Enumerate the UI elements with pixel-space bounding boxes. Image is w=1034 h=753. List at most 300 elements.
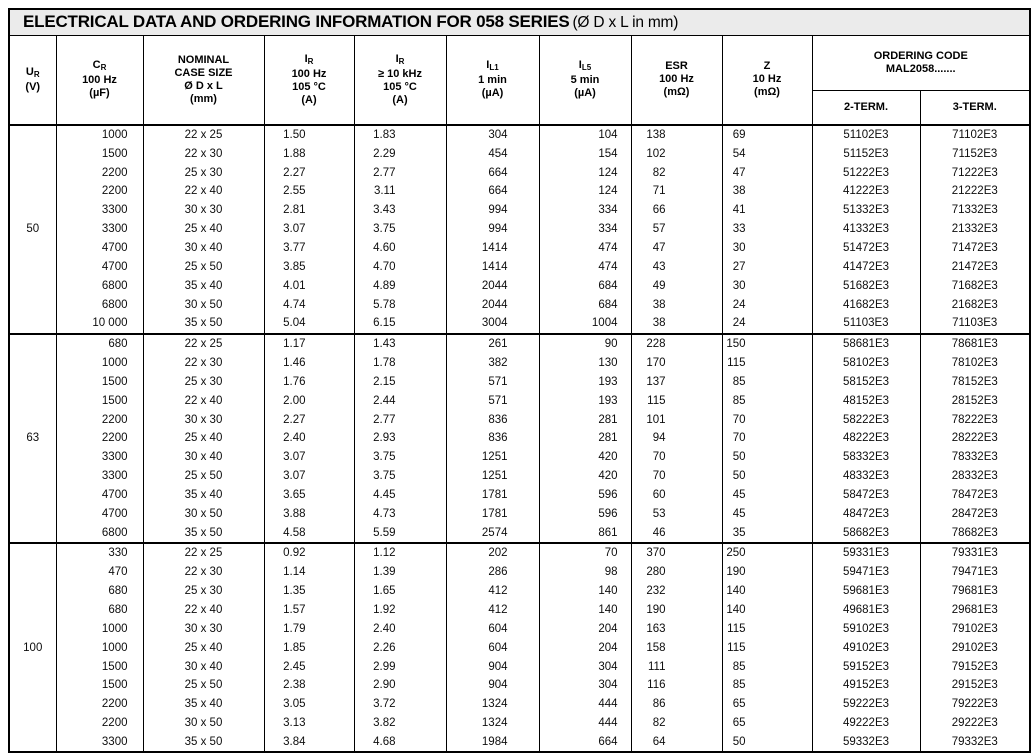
ordering-code-2term: 49102E3 [812, 638, 920, 657]
case-size: 35 x 50 [143, 733, 264, 753]
ordering-code-2term: 49152E3 [812, 676, 920, 695]
il5-value: 861 [539, 523, 631, 543]
ir-10khz-value: 4.45 [354, 486, 446, 505]
il1-value: 304 [446, 125, 539, 145]
z-value: 38 [722, 182, 812, 201]
ur-voltage-value: 63 [9, 334, 56, 543]
header-ir-100hz: $I_R$ 100 Hz 105 °C (A) [264, 36, 354, 125]
table-row [9, 391, 1030, 410]
ir-100hz-value: 4.01 [264, 276, 354, 295]
ir-100hz-value: 1.50 [264, 125, 354, 145]
case-size: 35 x 50 [143, 314, 264, 334]
il5-value: 304 [539, 657, 631, 676]
ordering-code-2term: 48472E3 [812, 504, 920, 523]
ordering-code-2term: 51103E3 [812, 314, 920, 334]
ordering-code-2term: 59332E3 [812, 733, 920, 753]
il1-value: 604 [446, 619, 539, 638]
z-value: 85 [722, 657, 812, 676]
ir-10khz-value: 4.60 [354, 239, 446, 258]
case-size: 25 x 30 [143, 372, 264, 391]
ordering-code-2term: 59331E3 [812, 543, 920, 563]
case-size: 25 x 50 [143, 467, 264, 486]
ordering-code-3term: 21472E3 [920, 257, 1030, 276]
ordering-code-3term: 78222E3 [920, 410, 1030, 429]
esr-value: 232 [631, 582, 722, 601]
esr-value: 116 [631, 676, 722, 695]
il5-value: 444 [539, 695, 631, 714]
table-row [9, 410, 1030, 429]
esr-value: 138 [631, 125, 722, 145]
il1-value: 1781 [446, 504, 539, 523]
cr-value: 4700 [56, 257, 143, 276]
case-size: 22 x 30 [143, 354, 264, 373]
case-size: 30 x 30 [143, 201, 264, 220]
case-size: 22 x 25 [143, 543, 264, 563]
case-size: 22 x 30 [143, 144, 264, 163]
il5-value: 90 [539, 334, 631, 354]
ordering-code-3term: 78681E3 [920, 334, 1030, 354]
case-size: 22 x 40 [143, 391, 264, 410]
ordering-code-2term: 58102E3 [812, 354, 920, 373]
ordering-code-2term: 41682E3 [812, 295, 920, 314]
il5-value: 684 [539, 295, 631, 314]
il1-value: 454 [446, 144, 539, 163]
table-row [9, 543, 1030, 563]
cr-value: 680 [56, 334, 143, 354]
il5-value: 334 [539, 220, 631, 239]
z-value: 50 [722, 448, 812, 467]
esr-value: 111 [631, 657, 722, 676]
table-row [9, 733, 1030, 753]
ir-10khz-value: 3.82 [354, 714, 446, 733]
ir-10khz-value: 3.11 [354, 182, 446, 201]
table-row [9, 314, 1030, 334]
il1-value: 994 [446, 220, 539, 239]
esr-value: 49 [631, 276, 722, 295]
ordering-code-3term: 28472E3 [920, 504, 1030, 523]
ir-100hz-value: 1.76 [264, 372, 354, 391]
esr-value: 71 [631, 182, 722, 201]
ordering-code-3term: 21682E3 [920, 295, 1030, 314]
esr-value: 158 [631, 638, 722, 657]
ir-100hz-value: 4.74 [264, 295, 354, 314]
z-value: 50 [722, 733, 812, 753]
ir-100hz-value: 3.88 [264, 504, 354, 523]
ordering-code-3term: 71102E3 [920, 125, 1030, 145]
ir-100hz-value: 2.27 [264, 410, 354, 429]
il1-value: 1414 [446, 239, 539, 258]
cr-value: 2200 [56, 182, 143, 201]
case-size: 35 x 40 [143, 486, 264, 505]
il5-value: 281 [539, 410, 631, 429]
esr-value: 64 [631, 733, 722, 753]
ordering-code-2term: 58472E3 [812, 486, 920, 505]
ir-100hz-value: 3.77 [264, 239, 354, 258]
il5-value: 154 [539, 144, 631, 163]
ur-voltage-value: 50 [9, 125, 56, 334]
ordering-code-3term: 79471E3 [920, 563, 1030, 582]
esr-value: 82 [631, 163, 722, 182]
ir-100hz-value: 2.27 [264, 163, 354, 182]
cr-value: 1000 [56, 125, 143, 145]
ir-10khz-value: 3.75 [354, 220, 446, 239]
cr-value: 4700 [56, 504, 143, 523]
esr-value: 86 [631, 695, 722, 714]
ir-10khz-value: 2.29 [354, 144, 446, 163]
case-size: 22 x 40 [143, 601, 264, 620]
ordering-code-3term: 71152E3 [920, 144, 1030, 163]
ir-100hz-value: 3.84 [264, 733, 354, 753]
cr-value: 2200 [56, 714, 143, 733]
il1-value: 412 [446, 601, 539, 620]
ir-100hz-value: 1.88 [264, 144, 354, 163]
il1-value: 1251 [446, 467, 539, 486]
ordering-code-3term: 79331E3 [920, 543, 1030, 563]
case-size: 30 x 40 [143, 448, 264, 467]
ir-100hz-value: 1.17 [264, 334, 354, 354]
table-title-cell [9, 9, 1030, 36]
il1-value: 261 [446, 334, 539, 354]
table-row [9, 295, 1030, 314]
il1-value: 836 [446, 429, 539, 448]
cr-value: 4700 [56, 239, 143, 258]
il5-value: 420 [539, 467, 631, 486]
il1-value: 412 [446, 582, 539, 601]
header-2-term: 2-TERM. [812, 91, 920, 125]
table-row [9, 334, 1030, 354]
il1-value: 202 [446, 543, 539, 563]
cr-value: 3300 [56, 201, 143, 220]
case-size: 25 x 50 [143, 257, 264, 276]
ir-10khz-value: 1.43 [354, 334, 446, 354]
il5-value: 104 [539, 125, 631, 145]
case-size: 22 x 30 [143, 563, 264, 582]
ir-10khz-value: 4.68 [354, 733, 446, 753]
ir-10khz-value: 2.93 [354, 429, 446, 448]
ordering-code-2term: 59102E3 [812, 619, 920, 638]
ir-10khz-value: 1.78 [354, 354, 446, 373]
ir-10khz-value: 2.44 [354, 391, 446, 410]
esr-value: 66 [631, 201, 722, 220]
il5-value: 140 [539, 601, 631, 620]
title-suffix-text: (Ø D x L in mm) [572, 13, 679, 31]
esr-value: 280 [631, 563, 722, 582]
il1-value: 664 [446, 163, 539, 182]
table-row [9, 563, 1030, 582]
z-value: 45 [722, 486, 812, 505]
il5-value: 684 [539, 276, 631, 295]
esr-value: 228 [631, 334, 722, 354]
esr-value: 47 [631, 239, 722, 258]
cr-value: 330 [56, 543, 143, 563]
ordering-code-3term: 78102E3 [920, 354, 1030, 373]
voltage-group-100 [9, 543, 1030, 752]
cr-value: 1500 [56, 144, 143, 163]
table-row [9, 354, 1030, 373]
cr-value: 6800 [56, 523, 143, 543]
case-size: 30 x 50 [143, 295, 264, 314]
ordering-code-prefix: MAL2058....... [885, 63, 956, 75]
il5-value: 130 [539, 354, 631, 373]
il5-value: 204 [539, 619, 631, 638]
ordering-code-2term: 41332E3 [812, 220, 920, 239]
il1-value: 1324 [446, 714, 539, 733]
ordering-code-2term: 51682E3 [812, 276, 920, 295]
table-row [9, 467, 1030, 486]
cr-value: 1500 [56, 657, 143, 676]
il1-value: 1984 [446, 733, 539, 753]
z-value: 24 [722, 314, 812, 334]
header-il1: $I_{L1}$ 1 min (µA) [446, 36, 539, 125]
z-value: 250 [722, 543, 812, 563]
case-size: 35 x 50 [143, 523, 264, 543]
ir-100hz-value: 1.46 [264, 354, 354, 373]
z-value: 69 [722, 125, 812, 145]
header-cr: $C_R$ 100 Hz (µF) [56, 36, 143, 125]
ir-100hz-value: 2.40 [264, 429, 354, 448]
cr-value: 2200 [56, 695, 143, 714]
z-value: 85 [722, 372, 812, 391]
esr-value: 38 [631, 314, 722, 334]
z-value: 115 [722, 619, 812, 638]
il5-value: 204 [539, 638, 631, 657]
cr-value: 1000 [56, 354, 143, 373]
ordering-code-3term: 78152E3 [920, 372, 1030, 391]
esr-value: 70 [631, 448, 722, 467]
case-size: 25 x 30 [143, 163, 264, 182]
z-value: 70 [722, 410, 812, 429]
ir-100hz-value: 1.79 [264, 619, 354, 638]
z-value: 33 [722, 220, 812, 239]
ir-100hz-value: 3.05 [264, 695, 354, 714]
esr-value: 43 [631, 257, 722, 276]
case-size: 22 x 25 [143, 334, 264, 354]
ir-100hz-value: 0.92 [264, 543, 354, 563]
ordering-code-2term: 59222E3 [812, 695, 920, 714]
z-value: 65 [722, 714, 812, 733]
z-value: 47 [722, 163, 812, 182]
il1-value: 571 [446, 391, 539, 410]
ordering-code-2term: 41222E3 [812, 182, 920, 201]
ordering-code-2term: 51332E3 [812, 201, 920, 220]
ir-10khz-value: 1.83 [354, 125, 446, 145]
table-row [9, 582, 1030, 601]
table-row [9, 125, 1030, 145]
header-z: Z 10 Hz (mΩ) [722, 36, 812, 125]
ordering-code-2term: 59471E3 [812, 563, 920, 582]
table-row [9, 657, 1030, 676]
table-row [9, 638, 1030, 657]
ordering-code-3term: 79152E3 [920, 657, 1030, 676]
z-value: 140 [722, 582, 812, 601]
il5-value: 193 [539, 391, 631, 410]
voltage-group-50 [9, 125, 1030, 334]
ir-100hz-value: 1.35 [264, 582, 354, 601]
case-size: 25 x 40 [143, 429, 264, 448]
case-size: 30 x 50 [143, 714, 264, 733]
case-size: 25 x 40 [143, 220, 264, 239]
case-size: 25 x 50 [143, 676, 264, 695]
il5-value: 98 [539, 563, 631, 582]
ir-100hz-value: 4.58 [264, 523, 354, 543]
ordering-code-3term: 78682E3 [920, 523, 1030, 543]
case-size: 25 x 40 [143, 638, 264, 657]
ordering-code-3term: 29152E3 [920, 676, 1030, 695]
table-row [9, 486, 1030, 505]
ordering-code-2term: 51152E3 [812, 144, 920, 163]
ordering-code-2term: 58332E3 [812, 448, 920, 467]
esr-value: 137 [631, 372, 722, 391]
il1-value: 1781 [446, 486, 539, 505]
ordering-code-3term: 28332E3 [920, 467, 1030, 486]
z-value: 50 [722, 467, 812, 486]
case-size: 30 x 50 [143, 504, 264, 523]
z-value: 150 [722, 334, 812, 354]
esr-value: 370 [631, 543, 722, 563]
ir-100hz-value: 3.07 [264, 220, 354, 239]
case-size: 30 x 40 [143, 239, 264, 258]
ordering-code-3term: 79332E3 [920, 733, 1030, 753]
ordering-code-2term: 49681E3 [812, 601, 920, 620]
il5-value: 124 [539, 163, 631, 182]
ir-10khz-value: 6.15 [354, 314, 446, 334]
table-row [9, 163, 1030, 182]
ir-100hz-value: 3.07 [264, 448, 354, 467]
ir-10khz-value: 1.12 [354, 543, 446, 563]
ir-10khz-value: 4.89 [354, 276, 446, 295]
z-value: 85 [722, 391, 812, 410]
il1-value: 1324 [446, 695, 539, 714]
table-row [9, 523, 1030, 543]
table-row [9, 448, 1030, 467]
ir-100hz-value: 2.45 [264, 657, 354, 676]
table-row [9, 676, 1030, 695]
header-nominal-case-size: NOMINAL CASE SIZE Ø D x L (mm) [143, 36, 264, 125]
header-il5: $I_{L5}$ 5 min (µA) [539, 36, 631, 125]
cr-value: 680 [56, 601, 143, 620]
il1-value: 2574 [446, 523, 539, 543]
case-size: 25 x 30 [143, 582, 264, 601]
il1-value: 664 [446, 182, 539, 201]
ir-10khz-value: 1.92 [354, 601, 446, 620]
z-value: 65 [722, 695, 812, 714]
cr-value: 3300 [56, 467, 143, 486]
esr-value: 94 [631, 429, 722, 448]
ir-10khz-value: 4.70 [354, 257, 446, 276]
ordering-code-2term: 51102E3 [812, 125, 920, 145]
cr-value: 6800 [56, 295, 143, 314]
il1-value: 286 [446, 563, 539, 582]
ir-10khz-value: 1.39 [354, 563, 446, 582]
esr-value: 53 [631, 504, 722, 523]
ordering-code-3term: 21332E3 [920, 220, 1030, 239]
case-size: 30 x 30 [143, 619, 264, 638]
table-row [9, 372, 1030, 391]
ir-10khz-value: 5.78 [354, 295, 446, 314]
il1-value: 2044 [446, 276, 539, 295]
ordering-code-3term: 71222E3 [920, 163, 1030, 182]
table-row [9, 619, 1030, 638]
ir-10khz-value: 3.43 [354, 201, 446, 220]
il1-value: 994 [446, 201, 539, 220]
table-title [10, 11, 1029, 31]
header-3-term: 3-TERM. [920, 91, 1030, 125]
z-value: 140 [722, 601, 812, 620]
ir-100hz-value: 3.07 [264, 467, 354, 486]
il1-value: 3004 [446, 314, 539, 334]
ir-100hz-value: 3.13 [264, 714, 354, 733]
header-esr: ESR 100 Hz (mΩ) [631, 36, 722, 125]
voltage-group-63 [9, 334, 1030, 543]
il5-value: 664 [539, 733, 631, 753]
ordering-code-3term: 28222E3 [920, 429, 1030, 448]
ordering-code-2term: 59681E3 [812, 582, 920, 601]
table-row [9, 144, 1030, 163]
il5-value: 140 [539, 582, 631, 601]
ordering-code-3term: 79681E3 [920, 582, 1030, 601]
z-value: 27 [722, 257, 812, 276]
ordering-code-3term: 29222E3 [920, 714, 1030, 733]
ordering-code-3term: 78472E3 [920, 486, 1030, 505]
esr-value: 115 [631, 391, 722, 410]
ordering-code-3term: 78332E3 [920, 448, 1030, 467]
table-row [9, 504, 1030, 523]
ur-voltage-value: 100 [9, 543, 56, 752]
il5-value: 474 [539, 257, 631, 276]
case-size: 30 x 30 [143, 410, 264, 429]
ordering-code-2term: 48332E3 [812, 467, 920, 486]
header-row [9, 36, 1030, 91]
z-value: 45 [722, 504, 812, 523]
esr-value: 70 [631, 467, 722, 486]
cr-value: 6800 [56, 276, 143, 295]
il5-value: 193 [539, 372, 631, 391]
ir-10khz-value: 5.59 [354, 523, 446, 543]
il5-value: 444 [539, 714, 631, 733]
table-row [9, 429, 1030, 448]
cr-value: 1000 [56, 638, 143, 657]
il5-value: 596 [539, 504, 631, 523]
ordering-code-2term: 59152E3 [812, 657, 920, 676]
ordering-code-3term: 71682E3 [920, 276, 1030, 295]
esr-value: 101 [631, 410, 722, 429]
z-value: 115 [722, 354, 812, 373]
ir-10khz-value: 2.99 [354, 657, 446, 676]
esr-value: 190 [631, 601, 722, 620]
case-size: 22 x 25 [143, 125, 264, 145]
ir-100hz-value: 1.85 [264, 638, 354, 657]
table-row [9, 276, 1030, 295]
ordering-code-3term: 71103E3 [920, 314, 1030, 334]
cr-value: 2200 [56, 163, 143, 182]
ordering-code-3term: 29681E3 [920, 601, 1030, 620]
ir-10khz-value: 2.15 [354, 372, 446, 391]
ir-10khz-value: 3.75 [354, 467, 446, 486]
ordering-code-2term: 58682E3 [812, 523, 920, 543]
cr-value: 1000 [56, 619, 143, 638]
ordering-code-label: ORDERING CODE [873, 50, 968, 62]
il5-value: 70 [539, 543, 631, 563]
ir-10khz-value: 2.77 [354, 410, 446, 429]
il1-value: 382 [446, 354, 539, 373]
il5-value: 281 [539, 429, 631, 448]
z-value: 24 [722, 295, 812, 314]
esr-value: 57 [631, 220, 722, 239]
il1-value: 1251 [446, 448, 539, 467]
il1-value: 904 [446, 676, 539, 695]
case-size: 35 x 40 [143, 276, 264, 295]
ir-10khz-value: 2.40 [354, 619, 446, 638]
